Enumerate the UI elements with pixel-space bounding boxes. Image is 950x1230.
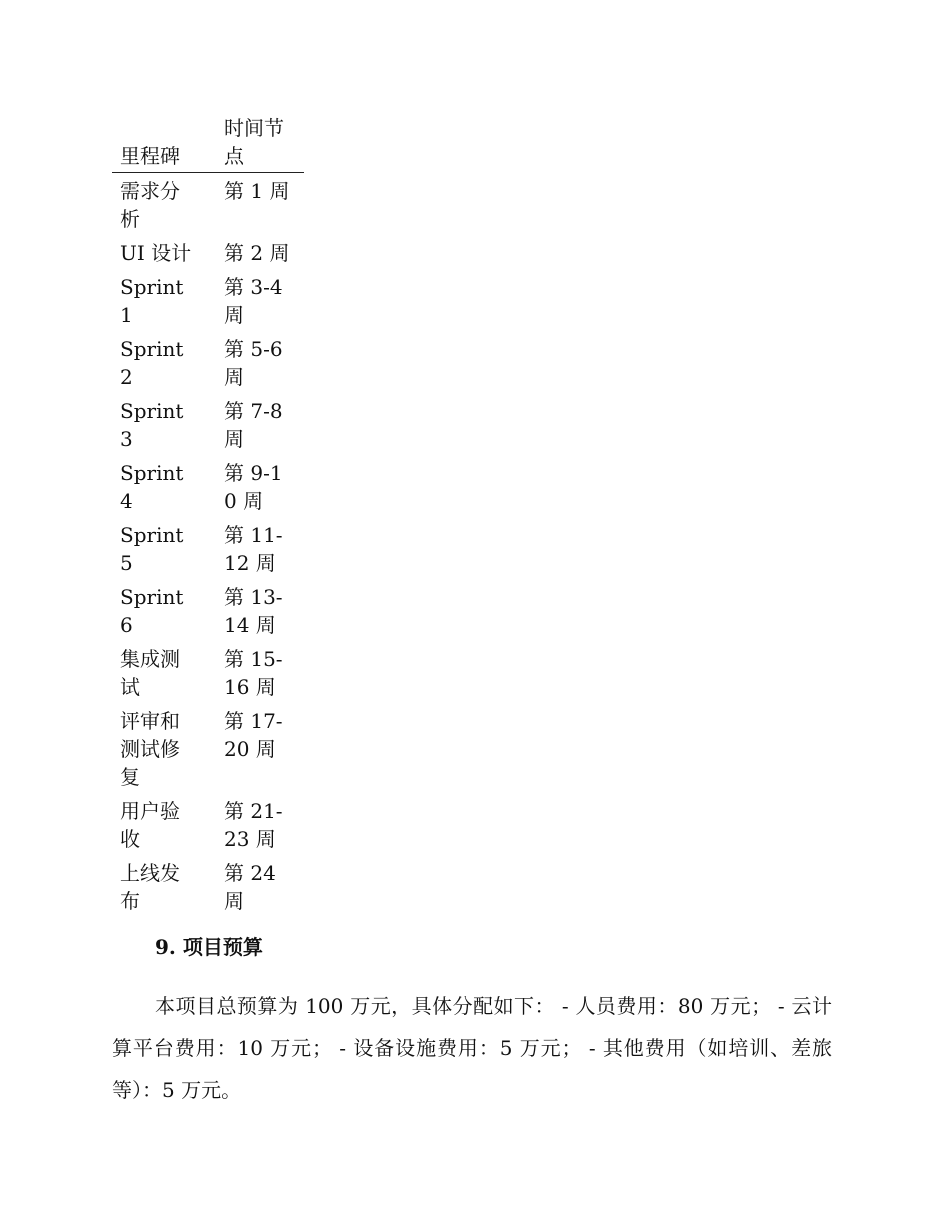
table-row (112, 173, 304, 234)
milestone-cell (112, 853, 216, 915)
milestone-cell (112, 701, 216, 791)
table-row (112, 267, 304, 329)
milestone-cell (112, 791, 216, 853)
timeline-cell (216, 453, 304, 515)
timeline-cell (216, 329, 304, 391)
budget-section-heading: 9. 项目预算 (155, 935, 263, 959)
milestone-cell (112, 173, 216, 234)
timeline-cell (216, 701, 304, 791)
timeline-cell (216, 391, 304, 453)
budget-paragraph: 本项目总预算为 100 万元，具体分配如下： - 人员费用：80 万元； - 云计算平台费用：10 万元； - 设备设施费用：5 万元； - 其他费用（如培训、差旅等）：5 万元。 (112, 994, 832, 1102)
table-row (112, 701, 304, 791)
milestone-table-header (112, 114, 304, 173)
milestone-cell (112, 233, 216, 267)
timeline-value: 第 21-23 周 (224, 799, 283, 851)
timeline-cell (216, 791, 304, 853)
timeline-column-header (216, 114, 304, 173)
milestone-name: 评审和测试修复 (120, 709, 180, 789)
timeline-cell (216, 267, 304, 329)
timeline-cell (216, 577, 304, 639)
table-row (112, 391, 304, 453)
milestone-name: 上线发布 (120, 861, 180, 913)
milestone-name: Sprint 3 (120, 399, 184, 451)
milestone-name: Sprint 1 (120, 275, 184, 327)
milestone-header-row (112, 114, 304, 173)
milestone-cell (112, 515, 216, 577)
timeline-value: 第 9-10 周 (224, 461, 283, 513)
timeline-value: 第 24 周 (224, 861, 276, 913)
timeline-value: 第 11-12 周 (224, 523, 283, 575)
milestone-cell (112, 267, 216, 329)
milestone-cell (112, 391, 216, 453)
milestone-table (112, 114, 304, 915)
timeline-cell (216, 853, 304, 915)
milestone-column-header (112, 114, 216, 173)
milestone-name: Sprint 5 (120, 523, 184, 575)
milestone-cell (112, 329, 216, 391)
table-row (112, 453, 304, 515)
milestone-column-header-label: 里程碑 (120, 144, 180, 168)
milestone-name: Sprint 6 (120, 585, 184, 637)
timeline-cell (216, 233, 304, 267)
timeline-cell (216, 173, 304, 234)
milestone-name: Sprint 2 (120, 337, 184, 389)
timeline-value: 第 5-6 周 (224, 337, 283, 389)
milestone-name: 需求分析 (120, 179, 180, 231)
milestone-name: 用户验收 (120, 799, 180, 851)
timeline-value: 第 15-16 周 (224, 647, 283, 699)
timeline-value: 第 13-14 周 (224, 585, 283, 637)
table-row (112, 577, 304, 639)
milestone-name: Sprint 4 (120, 461, 184, 513)
table-row (112, 233, 304, 267)
table-row (112, 791, 304, 853)
table-row (112, 329, 304, 391)
milestone-name: UI 设计 (120, 241, 192, 265)
milestone-name: 集成测试 (120, 647, 180, 699)
table-row (112, 853, 304, 915)
timeline-value: 第 3-4 周 (224, 275, 283, 327)
timeline-value: 第 7-8 周 (224, 399, 283, 451)
timeline-cell (216, 515, 304, 577)
timeline-cell (216, 639, 304, 701)
milestone-table-body (112, 173, 304, 916)
milestone-cell (112, 639, 216, 701)
timeline-value: 第 17-20 周 (224, 709, 283, 761)
table-row (112, 515, 304, 577)
timeline-column-header-label: 时间节点 (224, 116, 284, 168)
milestone-cell (112, 453, 216, 515)
milestone-cell (112, 577, 216, 639)
timeline-value: 第 1 周 (224, 179, 290, 203)
timeline-value: 第 2 周 (224, 241, 290, 265)
table-row (112, 639, 304, 701)
